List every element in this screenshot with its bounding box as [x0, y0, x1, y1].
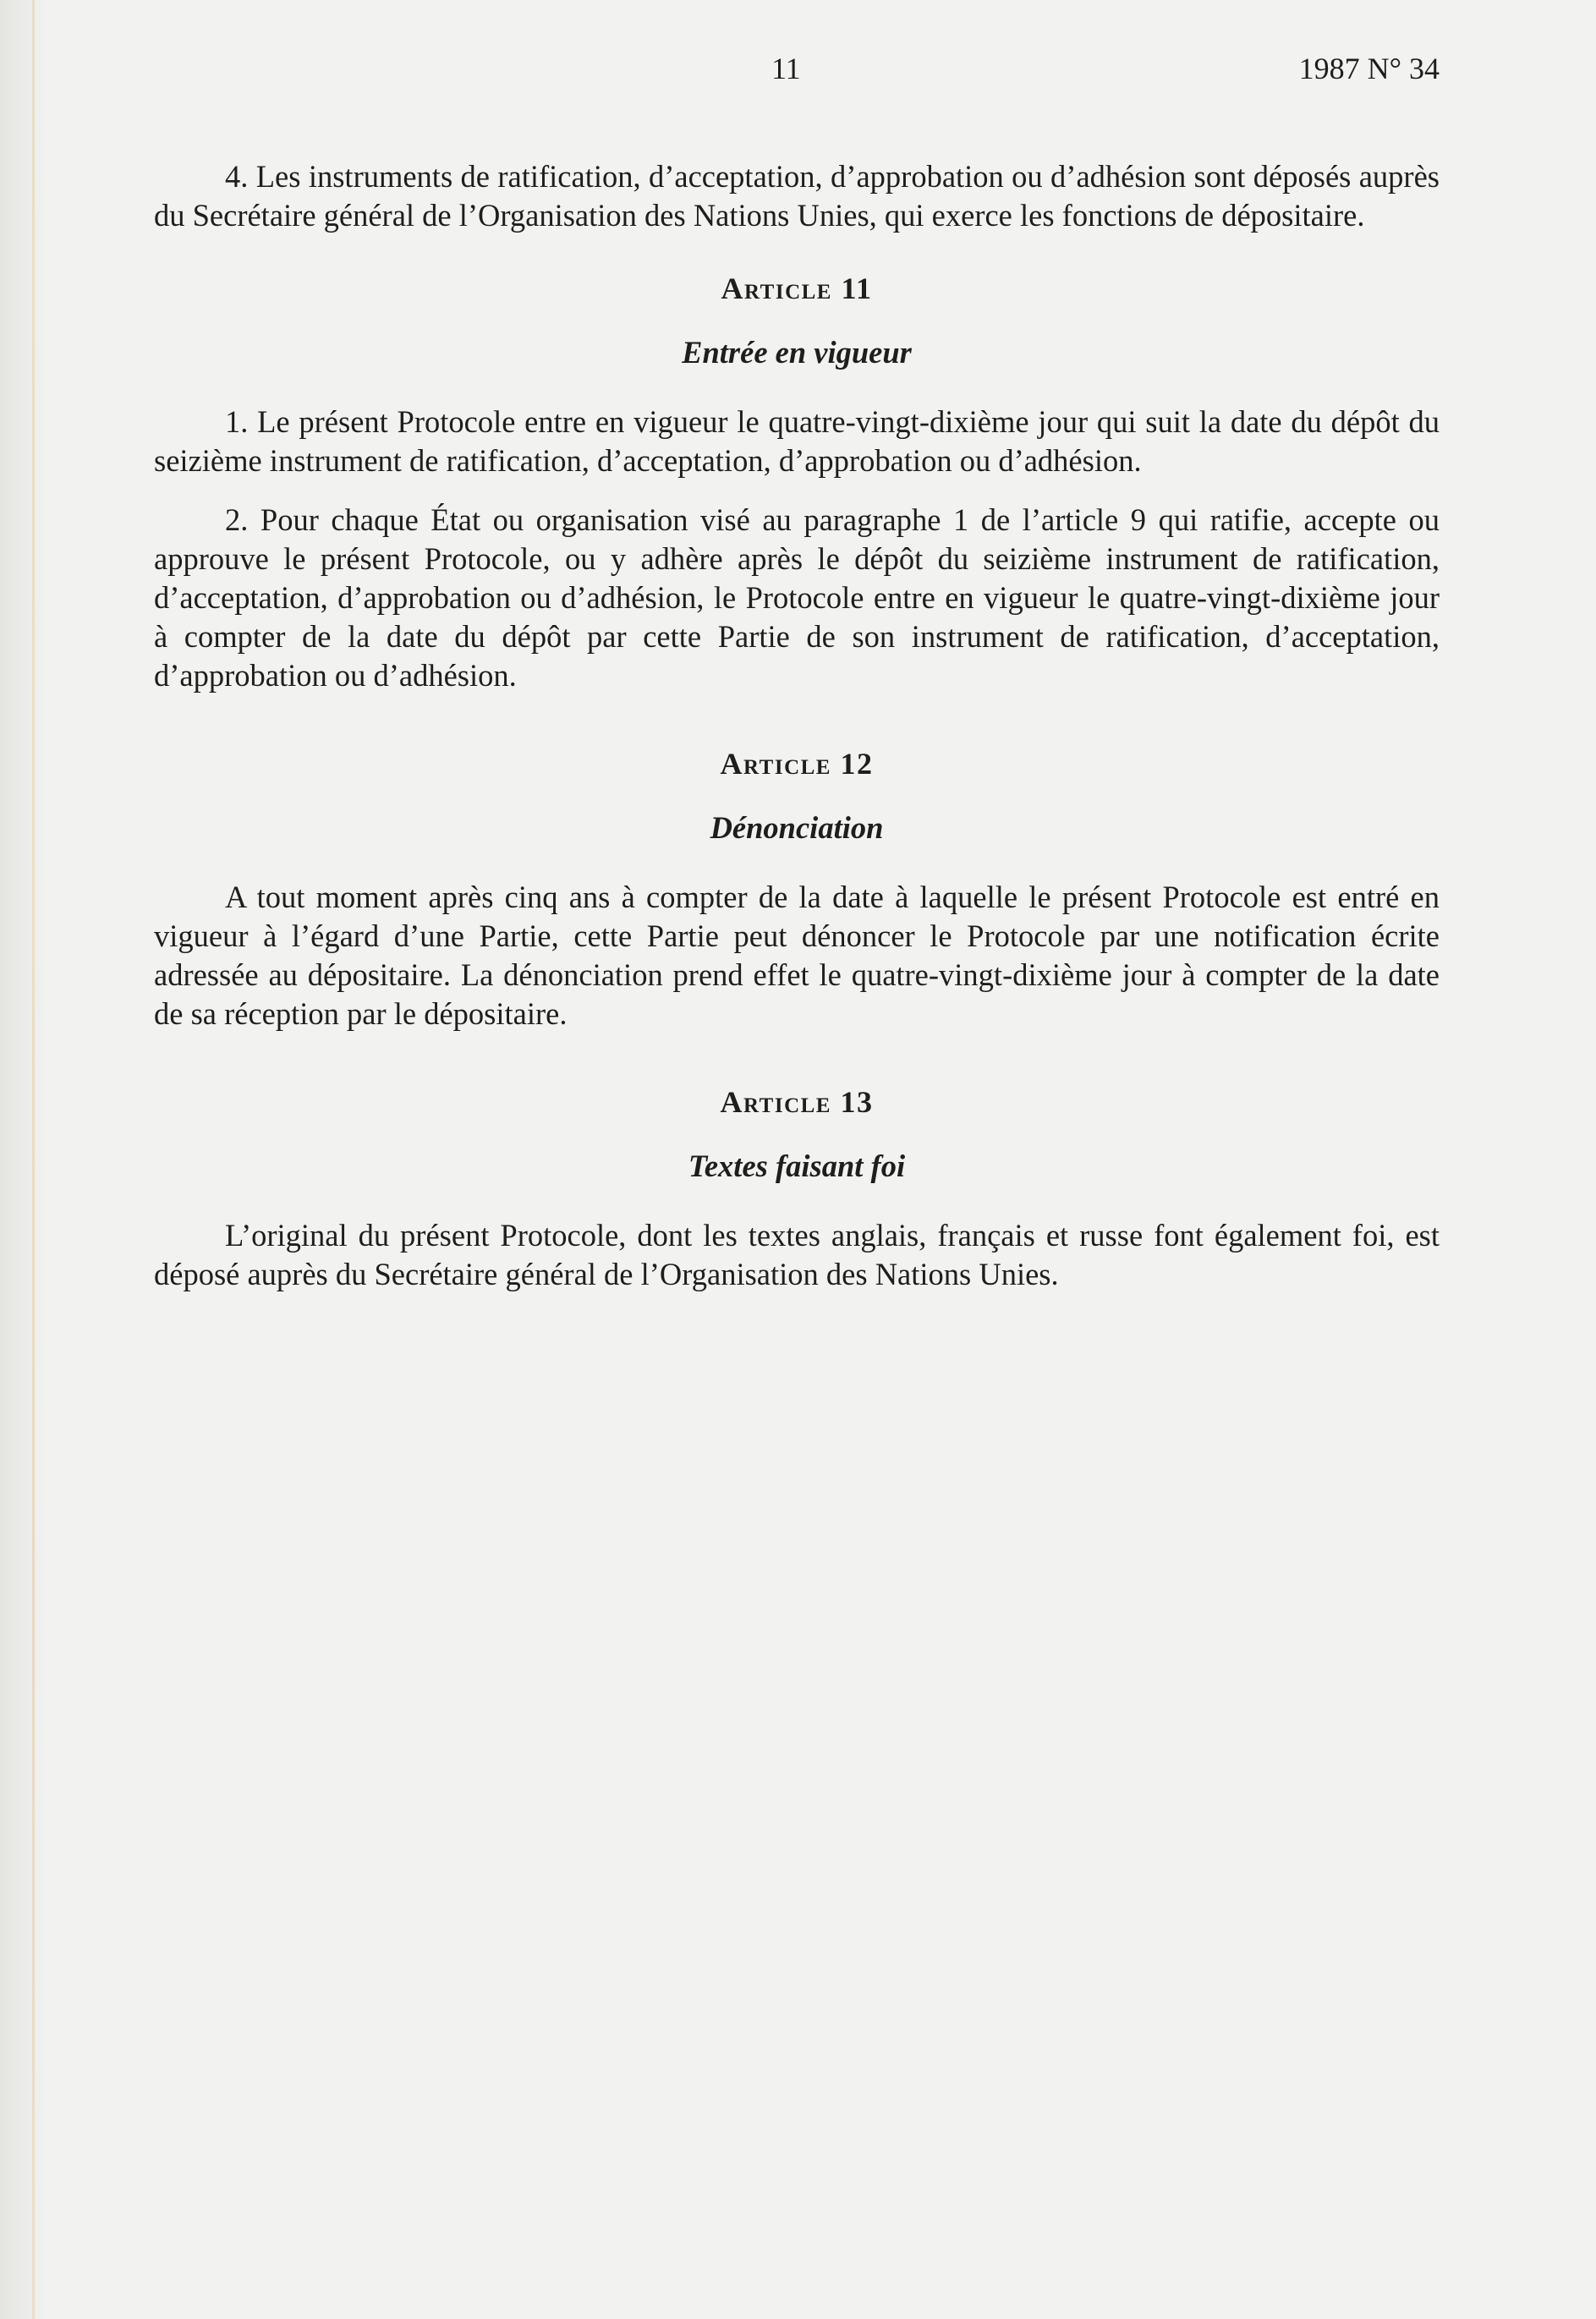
article-12-paragraph-1: A tout moment après cinq ans à compter de la date à laquelle le présent Protocole est entré en vigueur à l’égard d’une Partie, cette Partie peut dénoncer le Protocole par une notification écrite adressée au dépositaire. La dénonciation prend effet le quatre-vingt-dixième jour à compter de la date de sa réception par le dépositaire. — [154, 880, 1440, 1031]
document-body — [154, 157, 1440, 1294]
article-11-subtitle: Entrée en vigueur — [682, 335, 912, 370]
article-13-paragraph-1: L’original du présent Protocole, dont les textes anglais, français et russe font également foi, est déposé auprès du Secrétaire général de l’Organisation des Nations Unies. — [154, 1218, 1440, 1291]
article-13-subtitle: Textes faisant foi — [688, 1149, 906, 1183]
page-number: 11 — [771, 52, 801, 85]
running-header — [154, 51, 1440, 93]
article-11-paragraph-2: 2. Pour chaque État ou organisation visé au paragraphe 1 de l’article 9 qui ratifie, accepte ou approuve le présent Protocole, ou y adhère après le dépôt du seizième instrument de ratification, d’acceptation, d’approbation ou d’adhésion, le Protocole entre en vigueur le quatre-vingt-dixième jour à compter de la date du dépôt par cette Partie de son instrument de ratification, d’acceptation, d’approbation ou d’adhésion. — [154, 502, 1440, 693]
article-12-subtitle: Dénonciation — [710, 810, 884, 845]
year-and-number: 1987 N° 34 — [1298, 52, 1440, 85]
paragraph-article10-4: 4. Les instruments de ratification, d’acceptation, d’approbation ou d’adhésion sont déposés auprès du Secrétaire général de l’Organisation des Nations Unies, qui exerce les fonctions de dépositaire. — [154, 159, 1440, 233]
binding-gutter — [0, 0, 49, 2319]
article-11-heading: Article 11 — [721, 271, 873, 305]
binding-edge — [32, 0, 35, 2319]
article-13-heading: Article 13 — [720, 1085, 874, 1119]
article-12-heading: Article 12 — [720, 747, 874, 781]
article-11-paragraph-1: 1. Le présent Protocole entre en vigueur le quatre-vingt-dixième jour qui suit la date du dépôt du seizième instrument de ratification, d’acceptation, d’approbation ou d’adhésion. — [154, 404, 1440, 478]
